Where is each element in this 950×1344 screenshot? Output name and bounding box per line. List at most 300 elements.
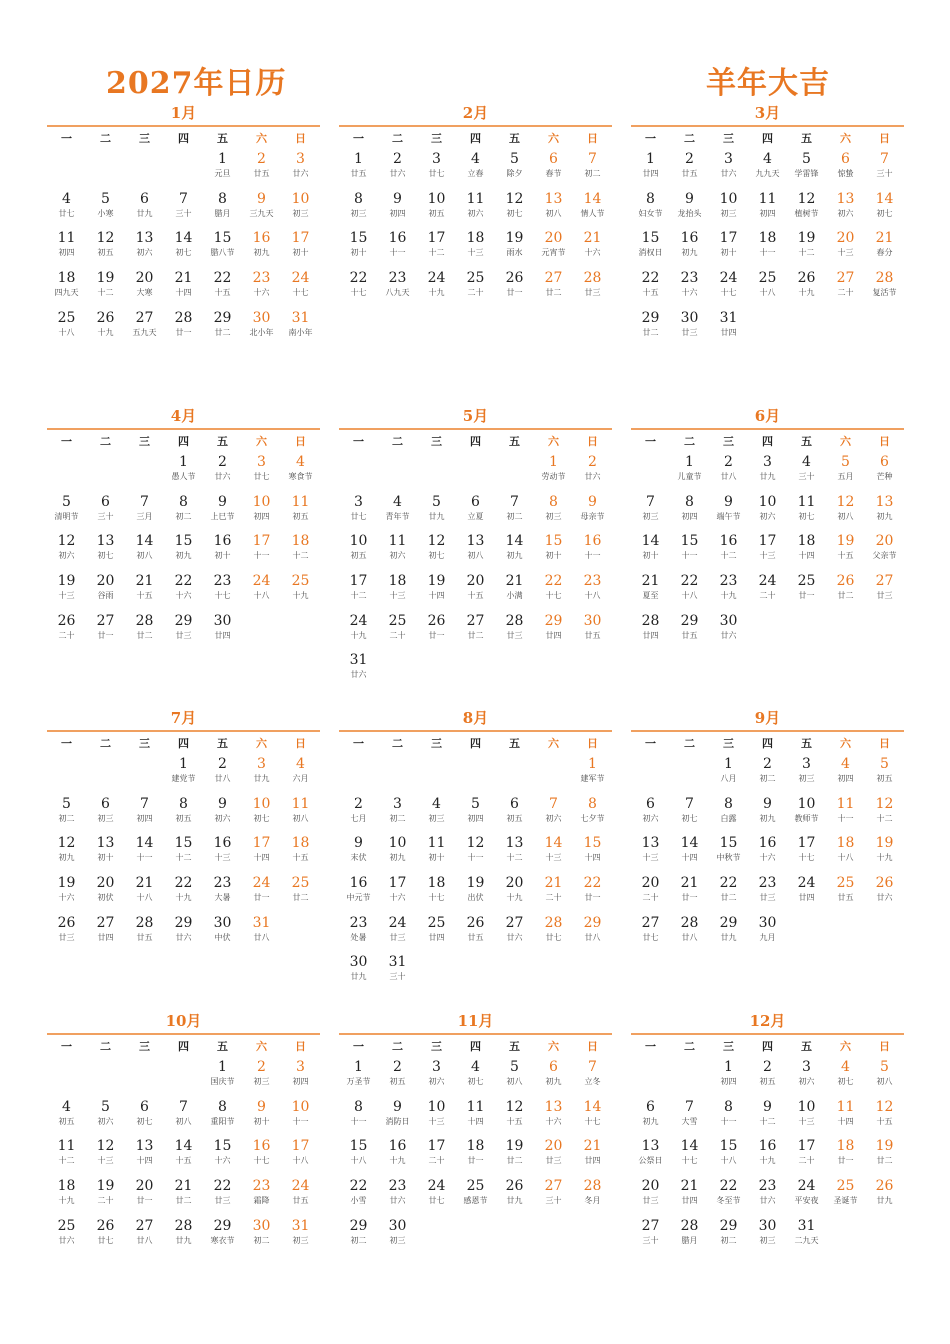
day-cell[interactable]: [573, 794, 612, 834]
day-cell[interactable]: [417, 611, 456, 651]
day-cell[interactable]: [47, 228, 86, 268]
day-cell[interactable]: [573, 149, 612, 189]
day-cell[interactable]: [670, 452, 709, 492]
day-cell[interactable]: [281, 1136, 320, 1176]
day-cell[interactable]: [281, 794, 320, 834]
day-cell[interactable]: [631, 833, 670, 873]
day-cell[interactable]: [709, 754, 748, 794]
day-cell[interactable]: [203, 611, 242, 651]
day-cell[interactable]: [534, 794, 573, 834]
day-cell[interactable]: [86, 1097, 125, 1137]
day-cell[interactable]: [86, 913, 125, 953]
day-cell[interactable]: [865, 1136, 904, 1176]
day-cell[interactable]: [125, 531, 164, 571]
day-cell[interactable]: [495, 833, 534, 873]
day-cell[interactable]: [826, 268, 865, 308]
day-cell[interactable]: [203, 189, 242, 229]
day-cell[interactable]: [865, 1176, 904, 1216]
day-cell[interactable]: [631, 571, 670, 611]
day-cell[interactable]: [573, 571, 612, 611]
day-cell[interactable]: [125, 189, 164, 229]
day-cell[interactable]: [125, 794, 164, 834]
day-cell[interactable]: [456, 1057, 495, 1097]
day-cell[interactable]: [670, 833, 709, 873]
day-cell[interactable]: [495, 228, 534, 268]
day-cell[interactable]: [86, 1136, 125, 1176]
day-cell[interactable]: [709, 1176, 748, 1216]
day-cell[interactable]: [86, 531, 125, 571]
day-cell[interactable]: [417, 189, 456, 229]
day-cell[interactable]: [164, 1216, 203, 1256]
day-cell[interactable]: [203, 308, 242, 348]
day-cell[interactable]: [456, 228, 495, 268]
day-cell[interactable]: [787, 452, 826, 492]
day-cell[interactable]: [203, 1136, 242, 1176]
day-cell[interactable]: [242, 794, 281, 834]
day-cell[interactable]: [281, 268, 320, 308]
day-cell[interactable]: [709, 611, 748, 651]
day-cell[interactable]: [631, 913, 670, 953]
day-cell[interactable]: [47, 492, 86, 532]
day-cell[interactable]: [242, 873, 281, 913]
day-cell[interactable]: [47, 794, 86, 834]
day-cell[interactable]: [339, 228, 378, 268]
day-cell[interactable]: [826, 1057, 865, 1097]
day-cell[interactable]: [164, 228, 203, 268]
day-cell[interactable]: [826, 1097, 865, 1137]
day-cell[interactable]: [865, 492, 904, 532]
day-cell[interactable]: [865, 794, 904, 834]
day-cell[interactable]: [281, 189, 320, 229]
day-cell[interactable]: [865, 571, 904, 611]
day-cell[interactable]: [417, 1097, 456, 1137]
day-cell[interactable]: [631, 873, 670, 913]
day-cell[interactable]: [631, 794, 670, 834]
day-cell[interactable]: [86, 1176, 125, 1216]
day-cell[interactable]: [865, 452, 904, 492]
day-cell[interactable]: [495, 492, 534, 532]
day-cell[interactable]: [203, 149, 242, 189]
day-cell[interactable]: [631, 308, 670, 348]
day-cell[interactable]: [339, 650, 378, 690]
day-cell[interactable]: [709, 452, 748, 492]
day-cell[interactable]: [670, 228, 709, 268]
day-cell[interactable]: [86, 268, 125, 308]
day-cell[interactable]: [86, 833, 125, 873]
day-cell[interactable]: [47, 913, 86, 953]
day-cell[interactable]: [281, 1176, 320, 1216]
day-cell[interactable]: [281, 452, 320, 492]
day-cell[interactable]: [826, 754, 865, 794]
day-cell[interactable]: [125, 1136, 164, 1176]
day-cell[interactable]: [47, 873, 86, 913]
day-cell[interactable]: [787, 873, 826, 913]
day-cell[interactable]: [86, 228, 125, 268]
day-cell[interactable]: [47, 1216, 86, 1256]
day-cell[interactable]: [339, 1216, 378, 1256]
day-cell[interactable]: [378, 531, 417, 571]
day-cell[interactable]: [865, 149, 904, 189]
day-cell[interactable]: [456, 531, 495, 571]
day-cell[interactable]: [748, 1216, 787, 1256]
day-cell[interactable]: [281, 531, 320, 571]
day-cell[interactable]: [339, 794, 378, 834]
day-cell[interactable]: [203, 268, 242, 308]
day-cell[interactable]: [281, 492, 320, 532]
day-cell[interactable]: [826, 571, 865, 611]
day-cell[interactable]: [534, 833, 573, 873]
day-cell[interactable]: [281, 754, 320, 794]
day-cell[interactable]: [339, 833, 378, 873]
day-cell[interactable]: [125, 308, 164, 348]
day-cell[interactable]: [164, 308, 203, 348]
day-cell[interactable]: [534, 913, 573, 953]
day-cell[interactable]: [47, 1176, 86, 1216]
day-cell[interactable]: [826, 833, 865, 873]
day-cell[interactable]: [47, 1097, 86, 1137]
day-cell[interactable]: [865, 228, 904, 268]
day-cell[interactable]: [631, 1136, 670, 1176]
day-cell[interactable]: [242, 1216, 281, 1256]
day-cell[interactable]: [164, 492, 203, 532]
day-cell[interactable]: [787, 1097, 826, 1137]
day-cell[interactable]: [670, 913, 709, 953]
day-cell[interactable]: [125, 268, 164, 308]
day-cell[interactable]: [787, 1176, 826, 1216]
day-cell[interactable]: [125, 492, 164, 532]
day-cell[interactable]: [495, 149, 534, 189]
day-cell[interactable]: [242, 1176, 281, 1216]
day-cell[interactable]: [865, 1057, 904, 1097]
day-cell[interactable]: [242, 754, 281, 794]
day-cell[interactable]: [534, 571, 573, 611]
day-cell[interactable]: [378, 794, 417, 834]
day-cell[interactable]: [242, 149, 281, 189]
day-cell[interactable]: [417, 833, 456, 873]
day-cell[interactable]: [534, 189, 573, 229]
day-cell[interactable]: [164, 611, 203, 651]
day-cell[interactable]: [495, 268, 534, 308]
day-cell[interactable]: [748, 492, 787, 532]
day-cell[interactable]: [417, 794, 456, 834]
day-cell[interactable]: [378, 189, 417, 229]
day-cell[interactable]: [242, 833, 281, 873]
day-cell[interactable]: [534, 452, 573, 492]
day-cell[interactable]: [573, 833, 612, 873]
day-cell[interactable]: [242, 228, 281, 268]
day-cell[interactable]: [787, 1136, 826, 1176]
day-cell[interactable]: [378, 228, 417, 268]
day-cell[interactable]: [826, 873, 865, 913]
day-cell[interactable]: [339, 492, 378, 532]
day-cell[interactable]: [787, 1057, 826, 1097]
day-cell[interactable]: [670, 1136, 709, 1176]
day-cell[interactable]: [631, 611, 670, 651]
day-cell[interactable]: [534, 492, 573, 532]
day-cell[interactable]: [456, 873, 495, 913]
day-cell[interactable]: [631, 531, 670, 571]
day-cell[interactable]: [534, 1136, 573, 1176]
day-cell[interactable]: [378, 873, 417, 913]
day-cell[interactable]: [709, 531, 748, 571]
day-cell[interactable]: [709, 308, 748, 348]
day-cell[interactable]: [534, 1176, 573, 1216]
day-cell[interactable]: [281, 149, 320, 189]
day-cell[interactable]: [125, 611, 164, 651]
day-cell[interactable]: [125, 1176, 164, 1216]
day-cell[interactable]: [456, 913, 495, 953]
day-cell[interactable]: [670, 268, 709, 308]
day-cell[interactable]: [826, 492, 865, 532]
day-cell[interactable]: [86, 308, 125, 348]
day-cell[interactable]: [378, 833, 417, 873]
day-cell[interactable]: [378, 1097, 417, 1137]
day-cell[interactable]: [378, 952, 417, 992]
day-cell[interactable]: [281, 1216, 320, 1256]
day-cell[interactable]: [787, 794, 826, 834]
day-cell[interactable]: [495, 794, 534, 834]
day-cell[interactable]: [339, 1057, 378, 1097]
day-cell[interactable]: [748, 1176, 787, 1216]
day-cell[interactable]: [748, 754, 787, 794]
day-cell[interactable]: [164, 833, 203, 873]
day-cell[interactable]: [456, 189, 495, 229]
day-cell[interactable]: [242, 492, 281, 532]
day-cell[interactable]: [242, 189, 281, 229]
day-cell[interactable]: [203, 1176, 242, 1216]
day-cell[interactable]: [164, 268, 203, 308]
day-cell[interactable]: [534, 531, 573, 571]
day-cell[interactable]: [534, 149, 573, 189]
day-cell[interactable]: [573, 452, 612, 492]
day-cell[interactable]: [573, 1176, 612, 1216]
day-cell[interactable]: [203, 794, 242, 834]
day-cell[interactable]: [456, 1136, 495, 1176]
day-cell[interactable]: [534, 1057, 573, 1097]
day-cell[interactable]: [203, 228, 242, 268]
day-cell[interactable]: [748, 1097, 787, 1137]
day-cell[interactable]: [378, 1176, 417, 1216]
day-cell[interactable]: [203, 754, 242, 794]
day-cell[interactable]: [670, 531, 709, 571]
day-cell[interactable]: [631, 1176, 670, 1216]
day-cell[interactable]: [417, 531, 456, 571]
day-cell[interactable]: [281, 308, 320, 348]
day-cell[interactable]: [417, 873, 456, 913]
day-cell[interactable]: [203, 452, 242, 492]
day-cell[interactable]: [495, 1136, 534, 1176]
day-cell[interactable]: [47, 308, 86, 348]
day-cell[interactable]: [709, 1216, 748, 1256]
day-cell[interactable]: [709, 1057, 748, 1097]
day-cell[interactable]: [47, 1136, 86, 1176]
day-cell[interactable]: [826, 794, 865, 834]
day-cell[interactable]: [495, 531, 534, 571]
day-cell[interactable]: [573, 189, 612, 229]
day-cell[interactable]: [826, 189, 865, 229]
day-cell[interactable]: [339, 952, 378, 992]
day-cell[interactable]: [47, 611, 86, 651]
day-cell[interactable]: [164, 1136, 203, 1176]
day-cell[interactable]: [787, 189, 826, 229]
day-cell[interactable]: [203, 873, 242, 913]
day-cell[interactable]: [534, 873, 573, 913]
day-cell[interactable]: [709, 1136, 748, 1176]
day-cell[interactable]: [86, 794, 125, 834]
day-cell[interactable]: [826, 149, 865, 189]
day-cell[interactable]: [242, 1136, 281, 1176]
day-cell[interactable]: [417, 268, 456, 308]
day-cell[interactable]: [281, 833, 320, 873]
day-cell[interactable]: [709, 268, 748, 308]
day-cell[interactable]: [378, 492, 417, 532]
day-cell[interactable]: [670, 189, 709, 229]
day-cell[interactable]: [709, 873, 748, 913]
day-cell[interactable]: [787, 492, 826, 532]
day-cell[interactable]: [709, 833, 748, 873]
day-cell[interactable]: [125, 1216, 164, 1256]
day-cell[interactable]: [534, 611, 573, 651]
day-cell[interactable]: [631, 1216, 670, 1256]
day-cell[interactable]: [417, 1057, 456, 1097]
day-cell[interactable]: [495, 1176, 534, 1216]
day-cell[interactable]: [826, 228, 865, 268]
day-cell[interactable]: [573, 268, 612, 308]
day-cell[interactable]: [573, 611, 612, 651]
day-cell[interactable]: [748, 873, 787, 913]
day-cell[interactable]: [47, 268, 86, 308]
day-cell[interactable]: [125, 833, 164, 873]
day-cell[interactable]: [47, 189, 86, 229]
day-cell[interactable]: [125, 228, 164, 268]
day-cell[interactable]: [670, 611, 709, 651]
day-cell[interactable]: [670, 492, 709, 532]
day-cell[interactable]: [339, 913, 378, 953]
day-cell[interactable]: [748, 794, 787, 834]
day-cell[interactable]: [203, 492, 242, 532]
day-cell[interactable]: [164, 794, 203, 834]
day-cell[interactable]: [378, 611, 417, 651]
day-cell[interactable]: [242, 571, 281, 611]
day-cell[interactable]: [573, 1097, 612, 1137]
day-cell[interactable]: [281, 228, 320, 268]
day-cell[interactable]: [86, 873, 125, 913]
day-cell[interactable]: [456, 571, 495, 611]
day-cell[interactable]: [242, 531, 281, 571]
day-cell[interactable]: [865, 754, 904, 794]
day-cell[interactable]: [534, 268, 573, 308]
day-cell[interactable]: [86, 1216, 125, 1256]
day-cell[interactable]: [495, 611, 534, 651]
day-cell[interactable]: [164, 754, 203, 794]
day-cell[interactable]: [242, 1057, 281, 1097]
day-cell[interactable]: [417, 1136, 456, 1176]
day-cell[interactable]: [339, 1097, 378, 1137]
day-cell[interactable]: [748, 268, 787, 308]
day-cell[interactable]: [203, 1097, 242, 1137]
day-cell[interactable]: [495, 873, 534, 913]
day-cell[interactable]: [456, 268, 495, 308]
day-cell[interactable]: [709, 794, 748, 834]
day-cell[interactable]: [670, 571, 709, 611]
day-cell[interactable]: [631, 268, 670, 308]
day-cell[interactable]: [787, 228, 826, 268]
day-cell[interactable]: [47, 531, 86, 571]
day-cell[interactable]: [339, 1176, 378, 1216]
day-cell[interactable]: [281, 1097, 320, 1137]
day-cell[interactable]: [86, 571, 125, 611]
day-cell[interactable]: [456, 492, 495, 532]
day-cell[interactable]: [631, 189, 670, 229]
day-cell[interactable]: [456, 1176, 495, 1216]
day-cell[interactable]: [125, 1097, 164, 1137]
day-cell[interactable]: [573, 228, 612, 268]
day-cell[interactable]: [164, 873, 203, 913]
day-cell[interactable]: [378, 1057, 417, 1097]
day-cell[interactable]: [631, 228, 670, 268]
day-cell[interactable]: [417, 1176, 456, 1216]
day-cell[interactable]: [164, 1097, 203, 1137]
day-cell[interactable]: [203, 913, 242, 953]
day-cell[interactable]: [670, 1097, 709, 1137]
day-cell[interactable]: [339, 531, 378, 571]
day-cell[interactable]: [573, 873, 612, 913]
day-cell[interactable]: [417, 913, 456, 953]
day-cell[interactable]: [573, 531, 612, 571]
day-cell[interactable]: [242, 308, 281, 348]
day-cell[interactable]: [281, 571, 320, 611]
day-cell[interactable]: [748, 571, 787, 611]
day-cell[interactable]: [573, 1057, 612, 1097]
day-cell[interactable]: [748, 1136, 787, 1176]
day-cell[interactable]: [748, 833, 787, 873]
day-cell[interactable]: [709, 913, 748, 953]
day-cell[interactable]: [573, 913, 612, 953]
day-cell[interactable]: [339, 149, 378, 189]
day-cell[interactable]: [378, 268, 417, 308]
day-cell[interactable]: [456, 794, 495, 834]
day-cell[interactable]: [495, 571, 534, 611]
day-cell[interactable]: [125, 571, 164, 611]
day-cell[interactable]: [748, 452, 787, 492]
day-cell[interactable]: [709, 149, 748, 189]
day-cell[interactable]: [787, 149, 826, 189]
day-cell[interactable]: [125, 873, 164, 913]
day-cell[interactable]: [670, 794, 709, 834]
day-cell[interactable]: [125, 913, 164, 953]
day-cell[interactable]: [47, 571, 86, 611]
day-cell[interactable]: [242, 268, 281, 308]
day-cell[interactable]: [787, 531, 826, 571]
day-cell[interactable]: [86, 189, 125, 229]
day-cell[interactable]: [865, 189, 904, 229]
day-cell[interactable]: [573, 492, 612, 532]
day-cell[interactable]: [787, 1216, 826, 1256]
day-cell[interactable]: [787, 268, 826, 308]
day-cell[interactable]: [865, 873, 904, 913]
day-cell[interactable]: [86, 492, 125, 532]
day-cell[interactable]: [670, 1176, 709, 1216]
day-cell[interactable]: [281, 873, 320, 913]
day-cell[interactable]: [534, 228, 573, 268]
day-cell[interactable]: [339, 1136, 378, 1176]
day-cell[interactable]: [417, 492, 456, 532]
day-cell[interactable]: [826, 1176, 865, 1216]
day-cell[interactable]: [203, 1057, 242, 1097]
day-cell[interactable]: [203, 571, 242, 611]
day-cell[interactable]: [787, 571, 826, 611]
day-cell[interactable]: [378, 1136, 417, 1176]
